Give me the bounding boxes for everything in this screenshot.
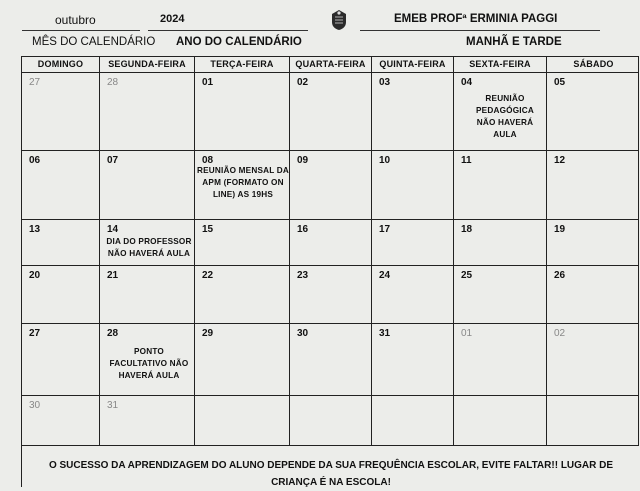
day-number: 21 bbox=[107, 270, 119, 281]
calendar-grid bbox=[21, 56, 639, 446]
day-number: 28 bbox=[107, 328, 119, 339]
weekday-header: QUARTA-FEIRA bbox=[290, 57, 372, 72]
year-underline bbox=[148, 30, 308, 31]
day-cell bbox=[100, 151, 195, 219]
day-cell bbox=[547, 324, 639, 395]
day-event-note: REUNIÃO PEDAGÓGICA NÃO HAVERÁ AULA bbox=[476, 94, 534, 139]
day-cell bbox=[195, 266, 290, 323]
day-number: 07 bbox=[107, 155, 119, 166]
day-cell bbox=[290, 396, 372, 445]
footer-message: O SUCESSO DA APRENDIZAGEM DO ALUNO DEPENDE DA SUA FREQUÊNCIA ESCOLAR, EVITE FALTAR!! LUGAR DE CRIANÇA É NA ESCOLA! bbox=[48, 460, 614, 488]
day-cell bbox=[454, 324, 547, 395]
weekday-header: SÁBADO bbox=[573, 59, 614, 69]
day-number: 17 bbox=[379, 224, 391, 235]
day-number: 02 bbox=[297, 77, 309, 88]
day-number: 30 bbox=[297, 328, 309, 339]
day-cell bbox=[454, 220, 547, 265]
day-cell bbox=[195, 73, 290, 150]
week-row bbox=[22, 324, 638, 396]
day-number: 20 bbox=[29, 270, 41, 281]
day-cell bbox=[547, 151, 639, 219]
week-row bbox=[22, 73, 638, 151]
day-cell bbox=[100, 266, 195, 323]
day-cell bbox=[372, 220, 454, 265]
day-cell bbox=[372, 266, 454, 323]
day-number: 23 bbox=[297, 270, 309, 281]
school-underline bbox=[360, 30, 600, 31]
day-number: 16 bbox=[297, 224, 309, 235]
day-cell bbox=[100, 220, 195, 265]
day-cell bbox=[100, 324, 195, 395]
week-row bbox=[22, 266, 638, 324]
day-number: 05 bbox=[554, 77, 566, 88]
day-number: 30 bbox=[29, 400, 41, 411]
day-cell bbox=[372, 396, 454, 445]
day-number: 18 bbox=[461, 224, 473, 235]
day-cell bbox=[372, 324, 454, 395]
school-seal-icon bbox=[329, 9, 349, 31]
day-cell bbox=[454, 266, 547, 323]
day-number: 02 bbox=[554, 328, 566, 339]
day-number: 24 bbox=[379, 270, 391, 281]
day-number: 03 bbox=[379, 77, 391, 88]
day-number: 22 bbox=[202, 270, 214, 281]
month-underline bbox=[22, 30, 140, 31]
day-cell bbox=[454, 151, 547, 219]
day-cell bbox=[372, 73, 454, 150]
day-number: 09 bbox=[297, 155, 309, 166]
day-event-note: PONTO FACULTATIVO NÃO HAVERÁ AULA bbox=[109, 347, 189, 380]
day-cell bbox=[22, 266, 100, 323]
day-number: 26 bbox=[554, 270, 566, 281]
weekday-header: QUINTA-FEIRA bbox=[372, 57, 454, 72]
school-name: EMEB PROFª ERMINIA PAGGI bbox=[394, 13, 558, 25]
footer-box bbox=[21, 446, 639, 487]
weekday-header: TERÇA-FEIRA bbox=[195, 57, 290, 72]
week-row bbox=[22, 396, 638, 445]
day-cell bbox=[195, 151, 290, 219]
weekday-header: SEXTA-FEIRA bbox=[454, 57, 547, 72]
day-cell bbox=[454, 73, 547, 150]
day-cell bbox=[547, 220, 639, 265]
day-cell bbox=[290, 220, 372, 265]
day-number: 29 bbox=[202, 328, 214, 339]
shift-label: MANHÃ E TARDE bbox=[466, 36, 562, 48]
day-event-note: DIA DO PROFESSOR NÃO HAVERÁ AULA bbox=[106, 237, 192, 258]
day-cell bbox=[195, 324, 290, 395]
day-number: 31 bbox=[379, 328, 391, 339]
day-cell bbox=[100, 396, 195, 445]
week-row bbox=[22, 220, 638, 266]
day-number: 06 bbox=[29, 155, 41, 166]
day-cell bbox=[290, 266, 372, 323]
day-cell bbox=[22, 151, 100, 219]
day-event-note: REUNIÃO MENSAL DA APM (FORMATO ON LINE) AS 19HS bbox=[197, 166, 289, 199]
year-label: ANO DO CALENDÁRIO bbox=[176, 36, 302, 48]
day-cell bbox=[195, 220, 290, 265]
day-number: 15 bbox=[202, 224, 214, 235]
day-cell bbox=[22, 396, 100, 445]
week-row bbox=[22, 151, 638, 220]
day-number: 04 bbox=[461, 77, 473, 88]
day-cell bbox=[372, 151, 454, 219]
day-cell bbox=[22, 73, 100, 150]
day-cell bbox=[100, 73, 195, 150]
year-value: 2024 bbox=[160, 13, 185, 25]
month-name: outubro bbox=[55, 13, 96, 27]
weekday-header: DOMINGO bbox=[22, 57, 100, 72]
day-cell bbox=[454, 396, 547, 445]
weekday-header: SEGUNDA-FEIRA bbox=[100, 57, 195, 72]
day-number: 01 bbox=[461, 328, 473, 339]
day-number: 27 bbox=[29, 328, 41, 339]
day-number: 14 bbox=[107, 224, 119, 235]
day-number: 27 bbox=[29, 77, 41, 88]
day-number: 10 bbox=[379, 155, 391, 166]
day-cell bbox=[547, 73, 639, 150]
day-number: 12 bbox=[554, 155, 566, 166]
day-cell bbox=[290, 73, 372, 150]
day-cell bbox=[290, 151, 372, 219]
weekday-header-row bbox=[22, 57, 638, 73]
day-number: 13 bbox=[29, 224, 41, 235]
day-number: 31 bbox=[107, 400, 119, 411]
day-number: 19 bbox=[554, 224, 566, 235]
day-cell bbox=[195, 396, 290, 445]
day-cell bbox=[290, 324, 372, 395]
month-label: MÊS DO CALENDÁRIO bbox=[32, 36, 156, 48]
day-cell bbox=[22, 220, 100, 265]
day-number: 11 bbox=[461, 155, 472, 166]
day-number: 01 bbox=[202, 77, 214, 88]
day-number: 28 bbox=[107, 77, 119, 88]
day-number: 08 bbox=[202, 155, 214, 166]
day-cell bbox=[22, 324, 100, 395]
day-cell bbox=[547, 266, 639, 323]
day-cell bbox=[547, 396, 639, 445]
day-number: 25 bbox=[461, 270, 473, 281]
